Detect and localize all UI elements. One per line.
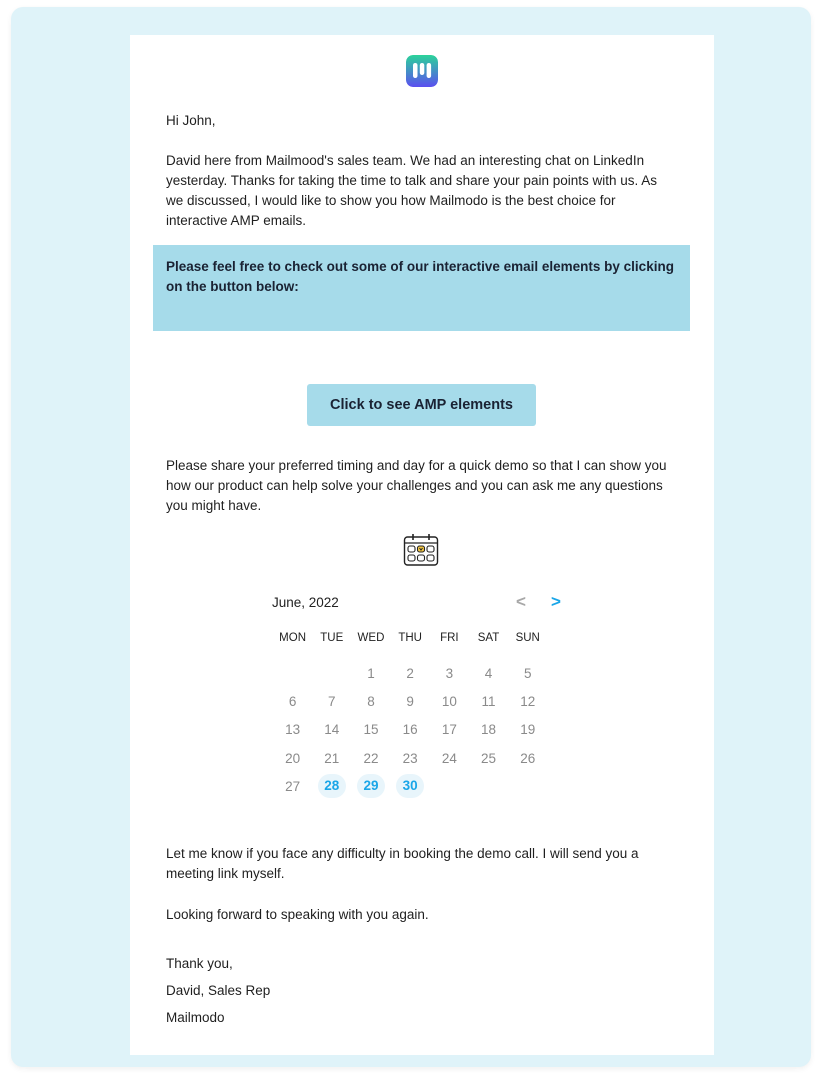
calendar-day: 8 xyxy=(367,693,375,709)
weekday-wed: WED xyxy=(357,632,385,644)
calendar-week-row xyxy=(273,716,549,744)
calendar-day: 14 xyxy=(324,722,340,738)
calendar-day: 7 xyxy=(328,693,336,709)
calendar-day: 22 xyxy=(363,750,379,766)
share-timing-paragraph: Please share your preferred timing and day for a quick demo so that I can show you how our product can help solve your challenges and you can ask me any questions you might have. xyxy=(166,458,667,513)
calendar-header xyxy=(272,593,572,615)
calendar-day: 9 xyxy=(406,693,414,709)
looking-forward-text: Looking forward to speaking with you again. xyxy=(166,907,429,922)
calendar-day: 15 xyxy=(363,722,379,738)
calendar-day: 20 xyxy=(285,750,301,766)
calendar-month-label: June, 2022 xyxy=(272,595,339,610)
calendar-day-available[interactable] xyxy=(312,774,351,798)
calendar-day: 27 xyxy=(285,778,301,794)
calendar-day: 23 xyxy=(402,750,418,766)
calendar-day: 16 xyxy=(402,722,418,738)
weekday-mon: MON xyxy=(279,632,307,644)
email-card xyxy=(130,35,714,1055)
calendar-day: 18 xyxy=(481,722,497,738)
calendar-day: 10 xyxy=(441,693,457,709)
calendar-day-available[interactable] xyxy=(351,774,390,798)
calendar-day: 12 xyxy=(520,693,536,709)
calendar-day: 3 xyxy=(445,665,454,681)
calendar-grid xyxy=(273,625,549,800)
greeting: Hi John, xyxy=(166,113,216,128)
calendar-day: 26 xyxy=(520,750,536,766)
calendar-day: 13 xyxy=(285,722,301,738)
weekday-fri: FRI xyxy=(440,632,459,644)
calendar-prev-button[interactable]: < xyxy=(516,592,526,611)
weekday-tue: TUE xyxy=(320,632,344,644)
calendar-day: 2 xyxy=(406,665,414,681)
see-amp-elements-button[interactable]: Click to see AMP elements xyxy=(307,384,536,426)
calendar-day: 24 xyxy=(441,750,457,766)
banner-text: Please feel free to check out some of our interactive email elements by clicking on the button below: xyxy=(166,259,674,294)
mailmodo-logo-icon xyxy=(406,55,438,87)
available-day-label[interactable]: 29 xyxy=(357,774,385,798)
email-background xyxy=(11,7,811,1067)
calendar-day: 11 xyxy=(481,693,496,709)
calendar-day: 4 xyxy=(484,665,493,681)
weekday-sat: SAT xyxy=(477,632,500,644)
calendar-week-row xyxy=(273,659,549,687)
thank-you-text: Thank you, xyxy=(166,956,233,971)
available-day-label[interactable]: 28 xyxy=(318,774,346,798)
signature-company: Mailmodo xyxy=(166,1010,225,1025)
calendar-day: 6 xyxy=(288,693,297,709)
intro-paragraph: David here from Mailmood's sales team. We had an interesting chat on LinkedIn yesterday. Thanks for taking the time to talk and share your pain points with us. As we discussed, I would like to show you how Mailmodo is the best choice for interactive AMP emails. xyxy=(166,153,658,228)
weekday-thu: THU xyxy=(398,632,422,644)
calendar-day: 19 xyxy=(520,722,536,738)
calendar-day: 21 xyxy=(324,750,340,766)
weekday-sun: SUN xyxy=(515,632,540,644)
calendar-week-row xyxy=(273,772,549,800)
calendar-day: 25 xyxy=(481,750,497,766)
calendar-weekday-row xyxy=(273,625,549,651)
calendar-day-available[interactable] xyxy=(391,774,430,798)
calendar-next-button[interactable]: > xyxy=(551,592,561,611)
calendar-day: 1 xyxy=(367,665,375,681)
calendar-week-row xyxy=(273,744,549,772)
calendar-icon xyxy=(403,533,439,567)
info-banner xyxy=(153,245,690,331)
available-day-label[interactable]: 30 xyxy=(396,774,424,798)
calendar-day: 5 xyxy=(523,665,532,681)
calendar-week-row xyxy=(273,687,549,715)
difficulty-paragraph: Let me know if you face any difficulty in booking the demo call. I will send you a meeting link myself. xyxy=(166,846,639,881)
signature-name: David, Sales Rep xyxy=(166,983,271,998)
calendar-day: 17 xyxy=(441,722,457,738)
